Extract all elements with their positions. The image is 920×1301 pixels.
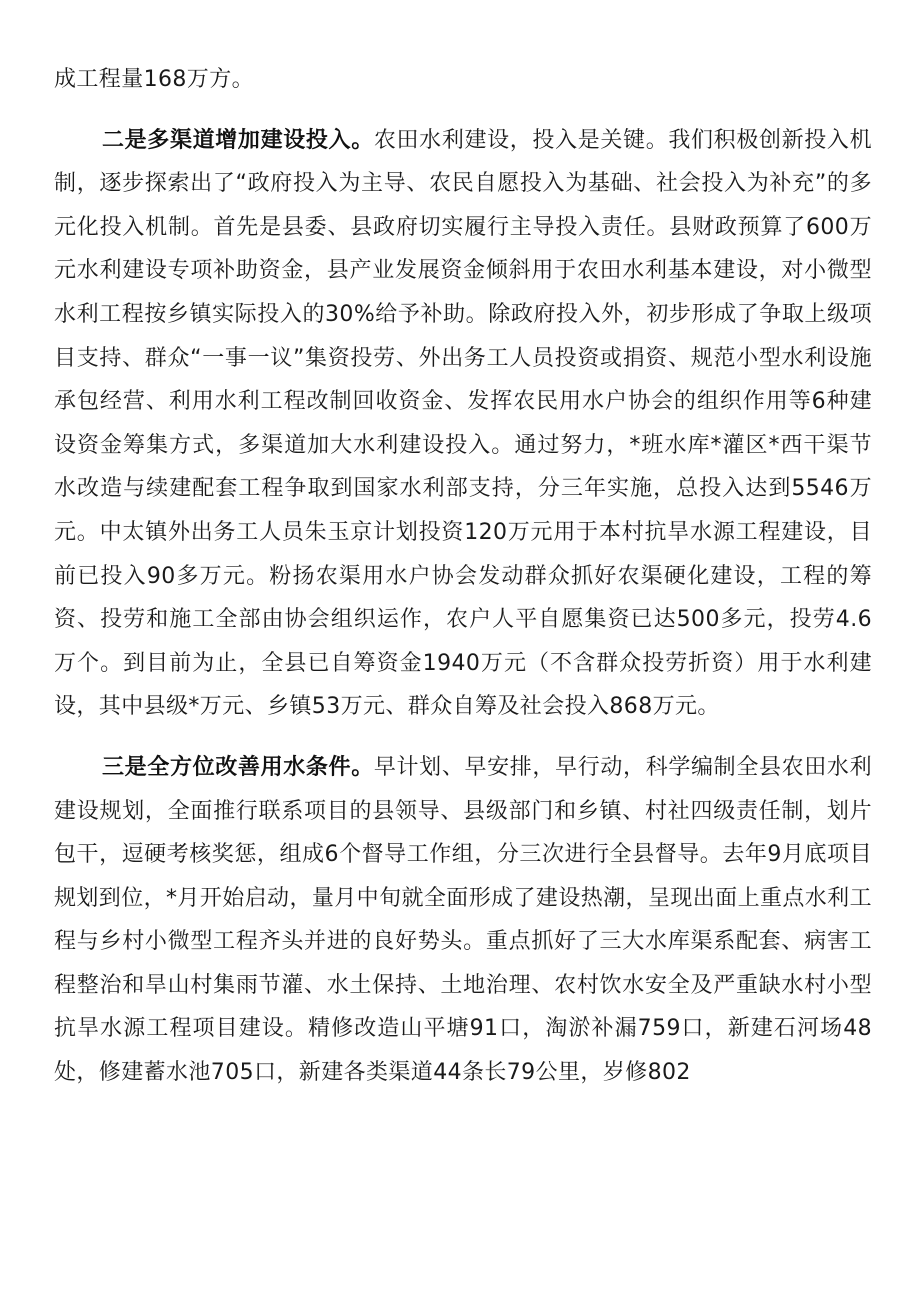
- paragraph-2-lead: 二是多渠道增加建设投入。: [102, 127, 374, 153]
- paragraph-1-text: 成工程量168万方。: [54, 67, 254, 92]
- paragraph-3-text: 早计划、早安排，早行动，科学编制全县农田水利建设规划，全面推行联系项目的县领导、县级部门和乡镇、村社四级责任制，划片包干，逗硬考核奖惩，组成6个督导工作组，分三次进行全县督导。去年9月底项目规划到位，*月开始启动，量月中旬就全面形成了建设热潮，呈现出面上重点水利工程与乡村小微型工程齐头并进的良好势头。重点抓好了三大水库渠系配套、病害工程整治和旱山村集雨节灌、水土保持、土地治理、农村饮水安全及严重缺水村小型抗旱水源工程项目建设。精修改造山平塘91口，淘淤补漏759口，新建石河场48处，修建蓄水池705口，新建各类渠道44条长79公里，岁修802: [54, 754, 872, 1086]
- document-page: [54, 58, 872, 1095]
- paragraph-3-lead: 三是全方位改善用水条件。: [102, 754, 374, 780]
- paragraph-3: [54, 746, 872, 1095]
- paragraph-2-text: 农田水利建设，投入是关键。我们积极创新投入机制，逐步探索出了“政府投入为主导、农民自愿投入为基础、社会投入为补充”的多元化投入机制。首先是县委、县政府切实履行主导投入责任。县财政预算了600万元水利建设专项补助资金，县产业发展资金倾斜用于农田水利基本建设，对小微型水利工程按乡镇实际投入的30%给予补助。除政府投入外，初步形成了争取上级项目支持、群众“一事一议”集资投劳、外出务工人员投资或捐资、规范小型水利设施承包经营、利用水利工程改制回收资金、发挥农民用水户协会的组织作用等6种建设资金筹集方式，多渠道加大水利建设投入。通过努力，*班水库*灌区*西干渠节水改造与续建配套工程争取到国家水利部支持，分三年实施，总投入达到5546万元。中太镇外出务工人员朱玉京计划投资120万元用于本村抗旱水源工程建设，目前已投入90多万元。粉扬农渠用水户协会发动群众抓好农渠硬化建设，工程的筹资、投劳和施工全部由协会组织运作，农户人平自愿集资已达500多元，投劳4.6万个。到目前为止，全县已自筹资金1940万元（不含群众投劳折资）用于水利建设，其中县级*万元、乡镇53万元、群众自筹及社会投入868万元。: [54, 127, 872, 720]
- paragraph-1: [54, 58, 872, 102]
- paragraph-2: [54, 119, 872, 729]
